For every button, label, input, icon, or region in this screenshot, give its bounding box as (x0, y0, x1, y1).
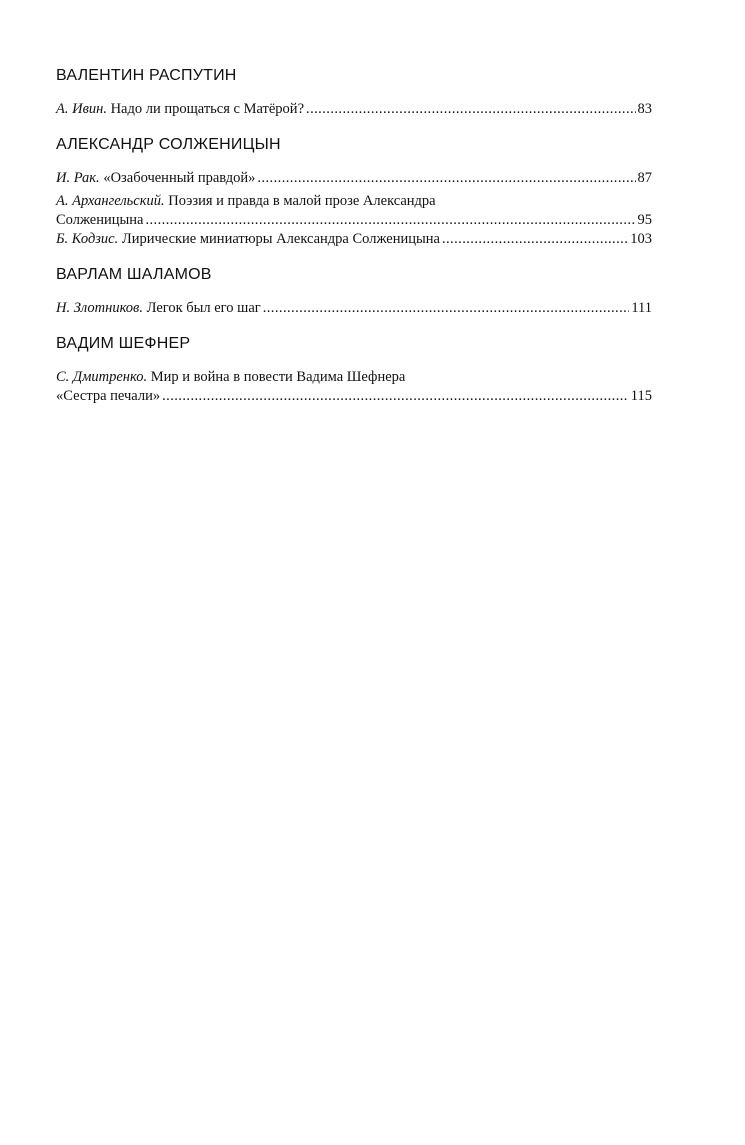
toc-section-shefner (56, 334, 652, 406)
section-author-heading: АЛЕКСАНДР СОЛЖЕНИЦЫН (56, 136, 281, 153)
critic-name: С. Дмитренко. (56, 369, 148, 385)
critic-name: Б. Кодзис. (56, 231, 119, 247)
page-number: 83 (637, 101, 652, 117)
article-title: Легок был его шаг (142, 300, 261, 316)
toc-entry[interactable] (56, 368, 652, 406)
critic-name: А. Архангельский. (56, 193, 165, 209)
article-title: «Озабоченный правдой» (99, 170, 256, 186)
leader-dots (263, 299, 630, 318)
article-title-line1: Поэзия и правда в малой прозе Александра (164, 193, 436, 209)
leader-dots (257, 169, 635, 188)
toc-section-rasputin (56, 66, 652, 119)
page-number: 103 (630, 231, 652, 247)
page-number: 95 (637, 212, 652, 228)
toc-section-solzhenitsyn (56, 135, 652, 249)
article-title-line2: Солженицына (56, 212, 144, 228)
toc-entry[interactable] (56, 230, 652, 249)
page-number: 87 (637, 170, 652, 186)
critic-name: Н. Злотников. (56, 300, 143, 316)
table-of-contents (56, 66, 652, 422)
toc-entry[interactable] (56, 299, 652, 318)
critic-name: И. Рак. (56, 170, 100, 186)
page-number: 111 (631, 300, 652, 316)
toc-entry[interactable] (56, 100, 652, 119)
leader-dots (162, 387, 629, 406)
article-title: Лирические миниатюры Александра Солженицына (118, 231, 440, 247)
article-title: Надо ли прощаться с Матёрой? (106, 101, 305, 117)
article-title-line2: «Сестра печали» (56, 388, 161, 404)
leader-dots (145, 211, 635, 230)
section-author-heading: ВАРЛАМ ШАЛАМОВ (56, 266, 212, 283)
toc-entry[interactable] (56, 169, 652, 188)
section-author-heading: ВАЛЕНТИН РАСПУТИН (56, 67, 237, 84)
toc-section-shalamov (56, 265, 652, 318)
critic-name: А. Ивин. (56, 101, 107, 117)
toc-entry[interactable] (56, 192, 652, 230)
page-number: 115 (630, 388, 652, 404)
leader-dots (442, 230, 628, 249)
leader-dots (306, 100, 635, 119)
article-title-line1: Мир и война в повести Вадима Шефнера (147, 369, 406, 385)
section-author-heading: ВАДИМ ШЕФНЕР (56, 335, 191, 352)
